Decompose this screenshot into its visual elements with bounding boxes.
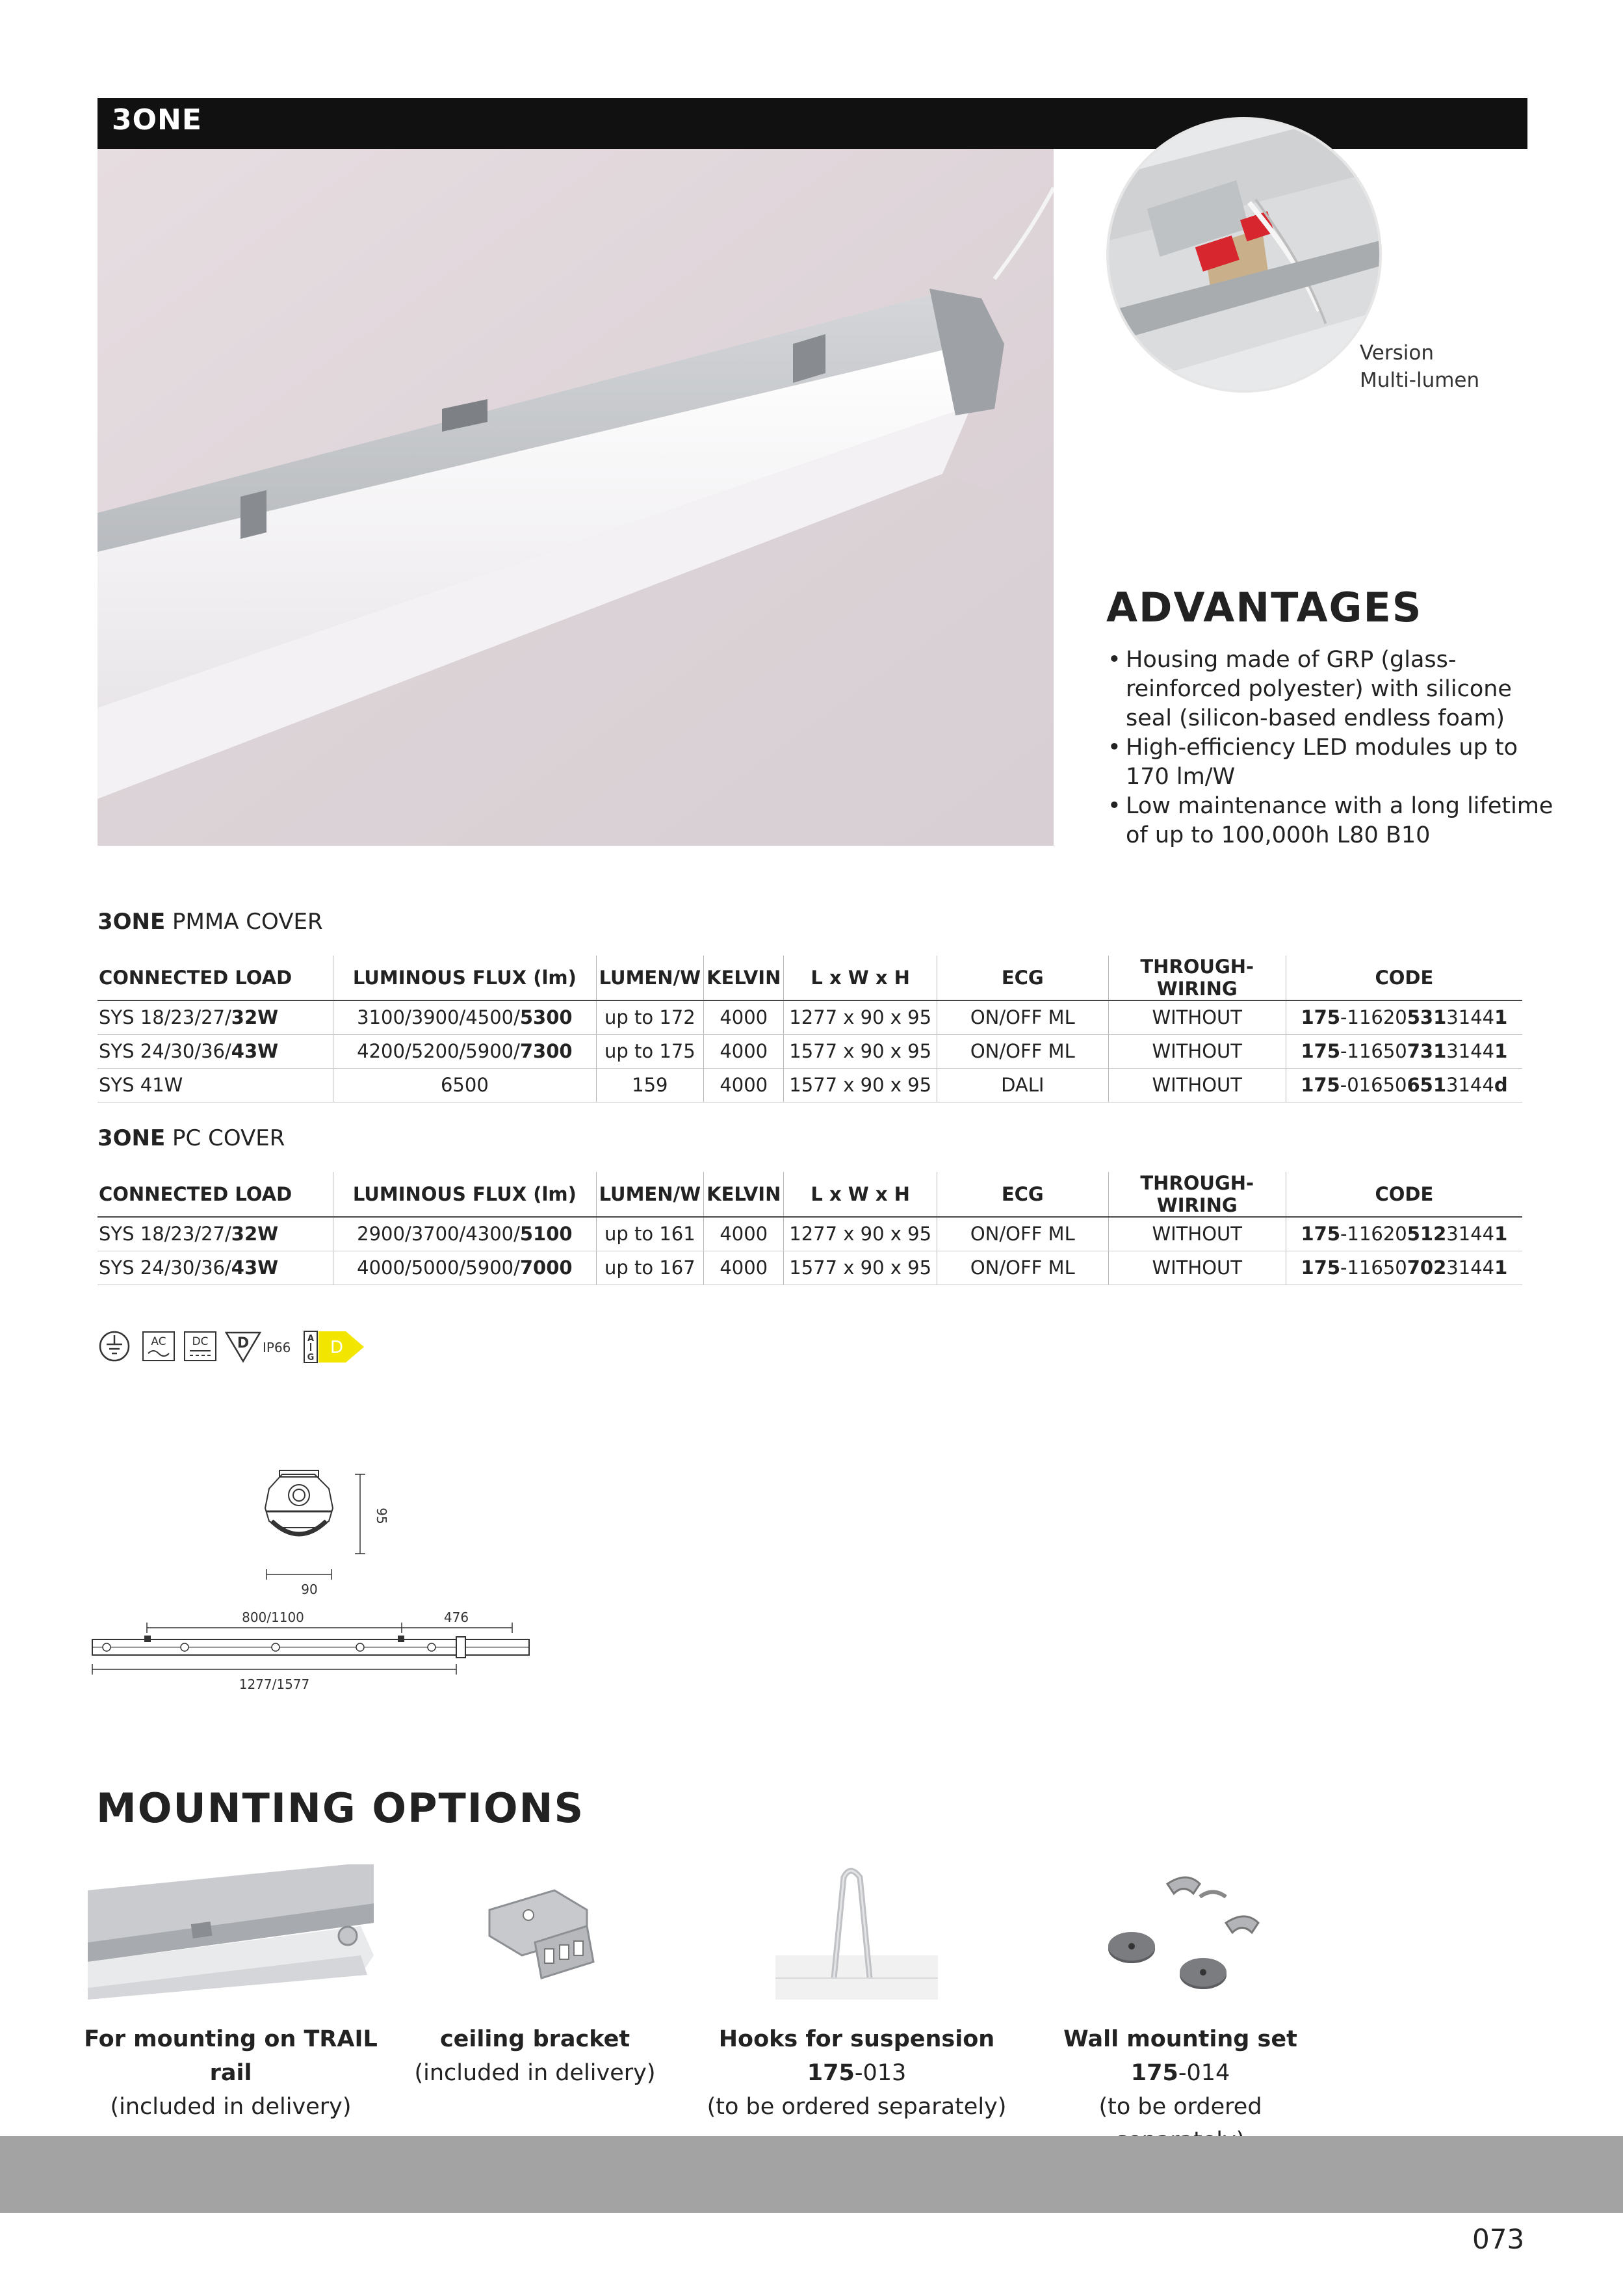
table-row (97, 1251, 1522, 1285)
d-mark-label: D (237, 1335, 250, 1351)
cover-type: PC COVER (165, 1125, 285, 1151)
product-photo (97, 149, 1054, 846)
end-spacing-dimension: 476 (443, 1610, 469, 1625)
kelvin-cell: 4000 (704, 1217, 784, 1251)
connected-load-cell: SYS 41W (97, 1068, 333, 1102)
code-cell: 175-1162051231441 (1286, 1217, 1522, 1251)
dimensions-cell: 1577 x 90 x 95 (784, 1251, 937, 1285)
cover-type: PMMA COVER (165, 909, 323, 935)
column-header: KELVIN (704, 956, 784, 1000)
lumen-per-watt-cell: up to 175 (596, 1034, 704, 1068)
energy-scale-bottom: G (307, 1353, 315, 1363)
column-header: THROUGH-WIRING (1108, 1172, 1286, 1217)
mounting-option-note: (to be ordered (1098, 2094, 1262, 2120)
advantages-heading: ADVANTAGES (1106, 584, 1423, 631)
ceiling-bracket-image (463, 1864, 606, 2000)
luminous-flux-cell: 2900/3700/4300/5100 (333, 1217, 596, 1251)
ecg-cell: DALI (937, 1068, 1108, 1102)
d-mark-icon (226, 1333, 260, 1361)
advantage-item: • Low maintenance with a long lifetime of up to 100,000h L80 B10 (1106, 792, 1555, 850)
kelvin-cell: 4000 (704, 1068, 784, 1102)
lumen-per-watt-cell: 159 (596, 1068, 704, 1102)
dimensions-cell: 1277 x 90 x 95 (784, 1000, 937, 1034)
certification-icons (97, 1326, 370, 1366)
mounting-option-title: Hooks for suspension (718, 2026, 995, 2052)
lumen-per-watt-cell: up to 172 (596, 1000, 704, 1034)
mounting-option-hooks (688, 1864, 1026, 2124)
kelvin-cell: 4000 (704, 1251, 784, 1285)
connected-load-cell: SYS 18/23/27/32W (97, 1217, 333, 1251)
ecg-cell: ON/OFF ML (937, 1000, 1108, 1034)
energy-label-icon (304, 1331, 364, 1363)
table-row (97, 1217, 1522, 1251)
advantage-item: • Housing made of GRP (glass-reinforced polyester) with silicone seal (silicon-based endless foam) (1106, 646, 1555, 733)
mounting-option-code: 175-013 (807, 2060, 907, 2086)
dc-label: DC (192, 1335, 209, 1348)
column-header: CODE (1286, 956, 1522, 1000)
mounting-option-trail-rail (77, 1864, 385, 2124)
connected-load-cell: SYS 18/23/27/32W (97, 1000, 333, 1034)
through-wiring-cell: WITHOUT (1108, 1217, 1286, 1251)
table-row (97, 1068, 1522, 1102)
table-row (97, 1000, 1522, 1034)
code-cell: 175-1165070231441 (1286, 1251, 1522, 1285)
luminous-flux-cell: 3100/3900/4500/5300 (333, 1000, 596, 1034)
pc-spec-table (97, 1172, 1522, 1285)
bracket-spacing-dimension: 800/1100 (242, 1610, 304, 1625)
pmma-spec-table (97, 956, 1522, 1102)
mounting-option-ceiling-bracket (408, 1864, 662, 2090)
ecg-cell: ON/OFF ML (937, 1034, 1108, 1068)
version-caption (1360, 339, 1479, 394)
through-wiring-cell: WITHOUT (1108, 1000, 1286, 1034)
kelvin-cell: 4000 (704, 1000, 784, 1034)
code-cell: 175-1162053131441 (1286, 1000, 1522, 1034)
cross-section-drawing (265, 1470, 389, 1597)
table-header-row (97, 956, 1522, 1000)
mounting-option-wall-set (1031, 1864, 1330, 2158)
ecg-cell: ON/OFF ML (937, 1217, 1108, 1251)
through-wiring-cell: WITHOUT (1108, 1251, 1286, 1285)
connected-load-cell: SYS 24/30/36/43W (97, 1034, 333, 1068)
protective-earth-icon (100, 1332, 129, 1361)
advantages-list (1106, 646, 1555, 850)
side-view-drawing (92, 1610, 529, 1692)
mounting-option-code: 175-014 (1130, 2060, 1230, 2086)
column-header: ECG (937, 956, 1108, 1000)
ecg-cell: ON/OFF ML (937, 1251, 1108, 1285)
series-name: 3ONE (97, 1125, 166, 1151)
column-header: CONNECTED LOAD (97, 1172, 333, 1217)
through-wiring-cell: WITHOUT (1108, 1034, 1286, 1068)
pc-table-title (97, 1125, 285, 1151)
mounting-option-title: Wall mounting set (1063, 2026, 1297, 2052)
code-cell: 175-1165073131441 (1286, 1034, 1522, 1068)
connected-load-cell: SYS 24/30/36/43W (97, 1251, 333, 1285)
pmma-table-title (97, 909, 323, 935)
multi-lumen-detail-photo (1106, 117, 1382, 393)
column-header: KELVIN (704, 1172, 784, 1217)
ac-label: AC (151, 1335, 166, 1348)
dimension-drawings (87, 1463, 542, 1710)
suspension-hooks-image (775, 1864, 938, 2000)
mounting-option-title: For mounting on TRAIL rail (84, 2026, 378, 2086)
column-header: LUMEN/W (596, 956, 704, 1000)
product-title: 3ONE (112, 103, 202, 137)
kelvin-cell: 4000 (704, 1034, 784, 1068)
table-header-row (97, 1172, 1522, 1217)
mounting-option-note: (included in delivery) (110, 2094, 352, 2120)
column-header: LUMINOUS FLUX (lm) (333, 1172, 596, 1217)
width-dimension: 90 (301, 1582, 318, 1597)
ip66-label: IP66 (263, 1340, 291, 1355)
page-number: 073 (1472, 2223, 1525, 2255)
luminaire-photo (97, 149, 1054, 846)
length-dimension: 1277/1577 (239, 1676, 310, 1692)
energy-class-label: D (330, 1338, 344, 1357)
mounting-option-title: ceiling bracket (439, 2026, 630, 2052)
energy-scale-top: A (307, 1334, 315, 1344)
dimensions-cell: 1577 x 90 x 95 (784, 1034, 937, 1068)
lumen-per-watt-cell: up to 161 (596, 1217, 704, 1251)
column-header: L x W x H (784, 1172, 937, 1217)
caption-line: Multi-lumen (1360, 369, 1480, 392)
column-header: L x W x H (784, 956, 937, 1000)
luminous-flux-cell: 4200/5200/5900/7300 (333, 1034, 596, 1068)
code-cell: 175-016506513144d (1286, 1068, 1522, 1102)
column-header: CONNECTED LOAD (97, 956, 333, 1000)
caption-line: Version (1360, 341, 1434, 365)
column-header: LUMEN/W (596, 1172, 704, 1217)
dimensions-cell: 1577 x 90 x 95 (784, 1068, 937, 1102)
footer-band (0, 2136, 1623, 2213)
mounting-option-note: (included in delivery) (414, 2060, 656, 2086)
through-wiring-cell: WITHOUT (1108, 1068, 1286, 1102)
luminous-flux-cell: 4000/5000/5900/7000 (333, 1251, 596, 1285)
dimensions-cell: 1277 x 90 x 95 (784, 1217, 937, 1251)
table-row (97, 1034, 1522, 1068)
ac-icon (143, 1332, 174, 1361)
luminous-flux-cell: 6500 (333, 1068, 596, 1102)
advantage-item: • High-efficiency LED modules up to 170 lm/W (1106, 733, 1555, 792)
column-header: ECG (937, 1172, 1108, 1217)
trail-rail-image (88, 1864, 374, 2000)
wall-mounting-set-image (1070, 1864, 1291, 2000)
lumen-per-watt-cell: up to 167 (596, 1251, 704, 1285)
height-dimension: 95 (374, 1507, 389, 1524)
column-header: CODE (1286, 1172, 1522, 1217)
connector-detail-image (1109, 120, 1379, 390)
series-name: 3ONE (97, 909, 166, 935)
mounting-options-heading: MOUNTING OPTIONS (96, 1784, 585, 1832)
mounting-option-note: (to be ordered separately) (707, 2094, 1007, 2120)
column-header: LUMINOUS FLUX (lm) (333, 956, 596, 1000)
dc-icon (185, 1332, 216, 1361)
column-header: THROUGH-WIRING (1108, 956, 1286, 1000)
